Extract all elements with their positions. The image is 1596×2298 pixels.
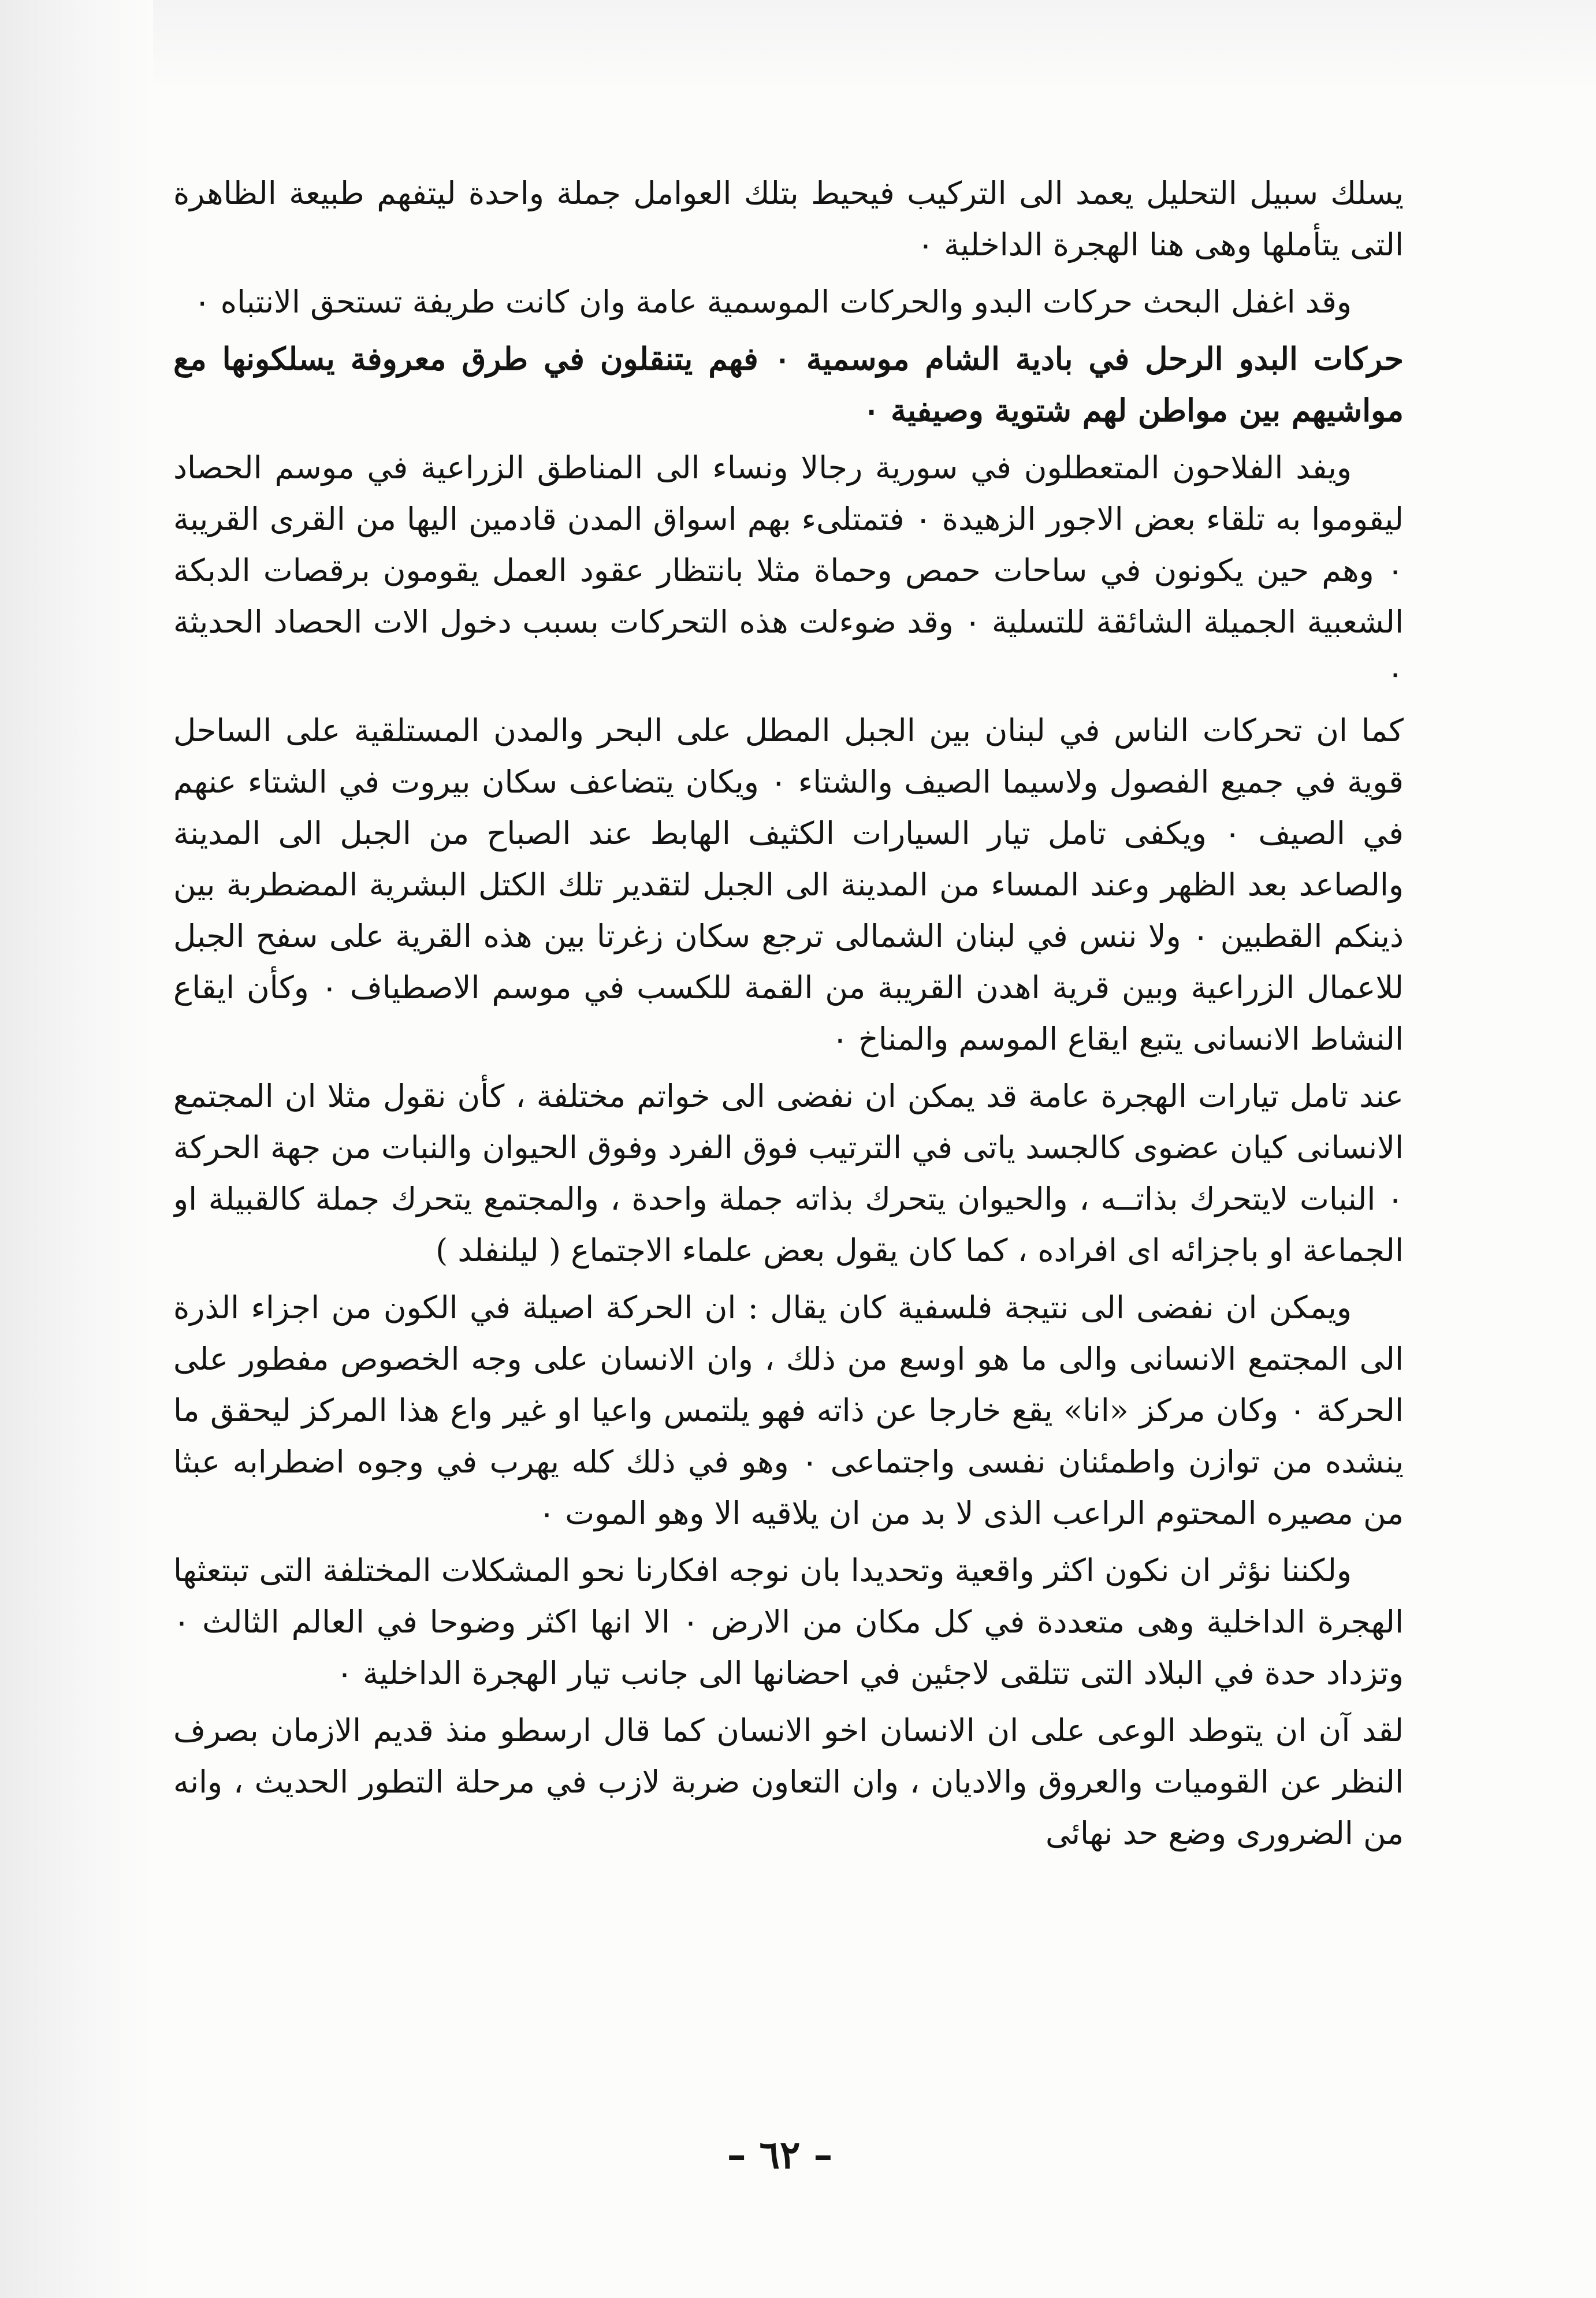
paragraph-3: حركات البدو الرحل في بادية الشام موسمية ٠ فهم يتنقلون في طرق معروفة يسلكونها مع مواشيهم بين مواطن لهم شتوية وصيفية ٠ (173, 340, 1404, 429)
page-number: – ٦٢ – (727, 2132, 833, 2177)
paragraph-2: وقد اغفل البحث حركات البدو والحركات الموسمية عامة وان كانت طريفة تستحق الانتباه ٠ (194, 284, 1352, 320)
paragraph-9: لقد آن ان يتوطد الوعى على ان الانسان اخو الانسان كما قال ارسطو منذ قديم الازمان بصرف النظر عن القوميات والعروق والاديان ، وان التعاون ضربة لازب في مرحلة التطور الحديث ، وانه من الضرورى وضع حد نهائى (173, 1712, 1404, 1851)
paragraph-6: عند تامل تيارات الهجرة عامة قد يمكن ان نفضى الى خواتم مختلفة ، كأن نقول مثلا ان المجتمع الانسانى كيان عضوى كالجسد ياتى في الترتيب فوق الفرد وفوق الحيوان والنبات من جهة الحركة ٠ النبات لايتحرك بذاتــه ، والحيوان يتحرك بذاته جملة واحدة ، والمجتمع يتحرك جملة كالقبيلة او الجماعة او باجزائه اى افراده ، كما كان يقول بعض علماء الاجتماع ( ليلنفلد ) (173, 1078, 1404, 1269)
paragraph-8: ولكننا نؤثر ان نكون اكثر واقعية وتحديدا بان نوجه افكارنا نحو المشكلات المختلفة التى تبتعثها الهجرة الداخلية وهى متعددة في كل مكان من الارض ٠ الا انها اكثر وضوحا في العالم الثالث ٠ وتزداد حدة في البلاد التى تتلقى لاجئين في احضانها الى جانب تيار الهجرة الداخلية ٠ (173, 1552, 1404, 1691)
paragraph-1: يسلك سبيل التحليل يعمد الى التركيب فيحيط بتلك العوامل جملة واحدة ليتفهم طبيعة الظاهرة التى يتأملها وهى هنا الهجرة الداخلية ٠ (173, 175, 1404, 263)
body-text (173, 168, 1404, 2109)
paragraph-4: ويفد الفلاحون المتعطلون في سورية رجالا ونساء الى المناطق الزراعية في موسم الحصاد ليقوموا به تلقاء بعض الاجور الزهيدة ٠ فتمتلىء بهم اسواق المدن قادمين اليها من القرى القريبة ٠ وهم حين يكونون في ساحات حمص وحماة مثلا بانتظار عقود العمل يقومون برقصات الدبكة الشعبية الجميلة الشائقة للتسلية ٠ وقد ضوءلت هذه التحركات بسبب دخول الات الحصاد الحديثة ٠ (173, 449, 1404, 691)
paragraph-5: كما ان تحركات الناس في لبنان بين الجبل المطل على البحر والمدن المستلقية على الساحل قوية في جميع الفصول ولاسيما الصيف والشتاء ٠ ويكان يتضاعف سكان بيروت في الشتاء عنهم في الصيف ٠ ويكفى تامل تيار السيارات الكثيف الهابط عند الصباح من الجبل الى المدينة والصاعد بعد الظهر وعند المساء من المدينة الى الجبل لتقدير تلك الكتل البشرية المضطربة بين ذينكم القطبين ٠ ولا ننس في لبنان الشمالى ترجع سكان زغرتا بين هذه القرية على سفح الجبل للاعمال الزراعية وبين قرية اهدن القريبة من القمة للكسب في موسم الاصطياف ٠ وكأن ايقاع النشاط الانسانى يتبع ايقاع الموسم والمناخ ٠ (173, 712, 1404, 1057)
paragraph-7: ويمكن ان نفضى الى نتيجة فلسفية كان يقال : ان الحركة اصيلة في الكون من اجزاء الذرة الى المجتمع الانسانى والى ما هو اوسع من ذلك ، وان الانسان على وجه الخصوص مفطور على الحركة ٠ وكان مركز «انا» يقع خارجا عن ذاته فهو يلتمس واعيا او غير واع هذا المركز ليحقق ما ينشده من توازن واطمئنان نفسى واجتماعى ٠ وهو في ذلك كله يهرب في وجوه اضطرابه عبثا من مصيره المحتوم الراعب الذى لا بد من ان يلاقيه الا وهو الموت ٠ (173, 1289, 1404, 1531)
scan-edge-top (153, 0, 1596, 92)
scan-shadow-left (0, 0, 153, 2298)
